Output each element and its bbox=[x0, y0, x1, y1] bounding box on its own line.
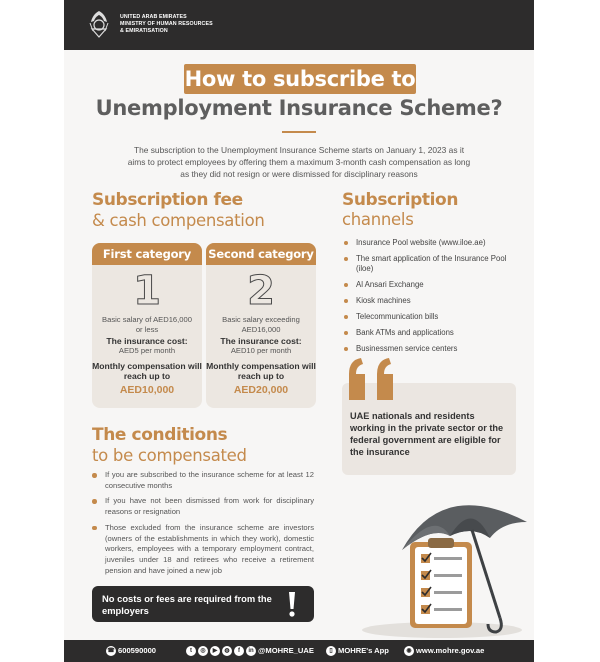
category-number: 1 bbox=[133, 268, 161, 314]
exclamation-icon bbox=[282, 590, 302, 618]
channel-item: Al Ansari Exchange bbox=[344, 280, 519, 290]
footer-social[interactable] bbox=[186, 640, 314, 662]
channel-item: Businessmen service centers bbox=[344, 344, 519, 354]
category-salary: Basic salary exceeding AED16,000 bbox=[222, 315, 300, 334]
category-number: 2 bbox=[247, 268, 275, 314]
channels-list bbox=[344, 238, 519, 360]
footer-bar bbox=[64, 640, 534, 662]
title-highlight: How to subscribe to bbox=[184, 64, 416, 94]
heading-light: to be compensated bbox=[92, 446, 247, 465]
heading-bold: Subscription bbox=[342, 190, 459, 210]
category-compensation: Monthly compensation will reach up to bbox=[92, 361, 202, 381]
infographic-poster bbox=[64, 0, 534, 662]
condition-item: Those excluded from the insurance scheme are investors (owners of the establishments in which they work), domestic workers, employees with a temporary employment contract, juveniles under 18 and retirees who receive a retirement pension and have joined a new job bbox=[92, 523, 314, 577]
social-handle: @MOHRE_UAE bbox=[258, 646, 314, 655]
channel-item: Kiosk machines bbox=[344, 296, 519, 306]
category-compensation: Monthly compensation will reach up to bbox=[206, 361, 316, 381]
footer-phone[interactable] bbox=[106, 640, 156, 662]
phone-icon: ☎ bbox=[107, 648, 115, 654]
category-salary: Basic salary of AED16,000 or less bbox=[102, 315, 192, 334]
title-divider bbox=[282, 131, 316, 133]
category-cost: AED10 per month bbox=[230, 346, 292, 355]
heading-bold: The conditions bbox=[92, 425, 228, 445]
heading-light: & cash compensation bbox=[92, 211, 265, 230]
mobile-app-icon: ▯ bbox=[326, 646, 336, 656]
channel-item: The smart application of the Insurance Pool (iloe) bbox=[344, 254, 519, 273]
employer-notice-text: No costs or fees are required from the employers bbox=[102, 593, 272, 616]
subscription-channels-heading bbox=[342, 190, 458, 229]
ministry-line: MINISTRY OF HUMAN RESOURCES bbox=[120, 21, 213, 27]
conditions-heading bbox=[92, 425, 247, 465]
category-card-first bbox=[92, 243, 202, 408]
category-card-second bbox=[206, 243, 316, 408]
ministry-line: & EMIRATISATION bbox=[120, 28, 168, 34]
facebook-icon: f bbox=[234, 646, 244, 656]
category-amount: AED20,000 bbox=[233, 384, 289, 396]
condition-item: If you are subscribed to the insurance scheme for at least 12 consecutive months bbox=[92, 470, 314, 491]
category-title: Second category bbox=[206, 243, 316, 265]
instagram-icon: ◎ bbox=[198, 646, 208, 656]
ministry-line: UNITED ARAB EMIRATES bbox=[120, 14, 187, 20]
subscription-fee-heading bbox=[92, 190, 265, 230]
youtube-icon: ▶ bbox=[210, 646, 220, 656]
ministry-name bbox=[120, 14, 213, 35]
quote-marks-icon bbox=[347, 356, 407, 402]
channel-item: Bank ATMs and applications bbox=[344, 328, 519, 338]
umbrella-checklist-icon bbox=[322, 480, 534, 645]
heading-light: channels bbox=[342, 210, 414, 229]
website-url: www.mohre.gov.ae bbox=[416, 646, 485, 655]
intro-paragraph: The subscription to the Unemployment Insurance Scheme starts on January 1, 2023 as it aims to protect employees by offering them a maximum 3-month cash compensation as long as they did not resign or were dismissed for disciplinary reasons bbox=[127, 145, 471, 179]
category-amount: AED10,000 bbox=[119, 384, 175, 396]
heading-bold: Subscription fee bbox=[92, 190, 243, 210]
page-title: Unemployment Insurance Scheme? bbox=[95, 96, 503, 120]
eligibility-text: UAE nationals and residents working in the private sector or the federal government are eligible for the insurance bbox=[350, 411, 504, 457]
footer-website[interactable] bbox=[404, 640, 484, 662]
category-title: First category bbox=[92, 243, 202, 265]
category-cost: AED5 per month bbox=[118, 346, 176, 355]
employer-notice-banner bbox=[92, 586, 314, 622]
category-cost-label: The insurance cost: bbox=[106, 336, 188, 346]
uae-emblem-icon bbox=[88, 9, 110, 39]
channel-item: Insurance Pool website (www.iloe.ae) bbox=[344, 238, 519, 248]
channel-item: Telecommunication bills bbox=[344, 312, 519, 322]
condition-item: If you have not been dismissed from work for disciplinary reasons or resignation bbox=[92, 496, 314, 517]
conditions-list bbox=[92, 470, 314, 581]
category-cost-label: The insurance cost: bbox=[220, 336, 302, 346]
twitter-icon: t bbox=[186, 646, 196, 656]
linkedin-icon: in bbox=[246, 646, 256, 656]
phone-number: 600590000 bbox=[118, 646, 157, 655]
app-name: MOHRE's App bbox=[338, 646, 389, 655]
header-bar bbox=[64, 0, 534, 50]
globe-icon: ◉ bbox=[404, 646, 414, 656]
footer-app[interactable] bbox=[326, 640, 389, 662]
snapchat-icon: ◍ bbox=[222, 646, 232, 656]
